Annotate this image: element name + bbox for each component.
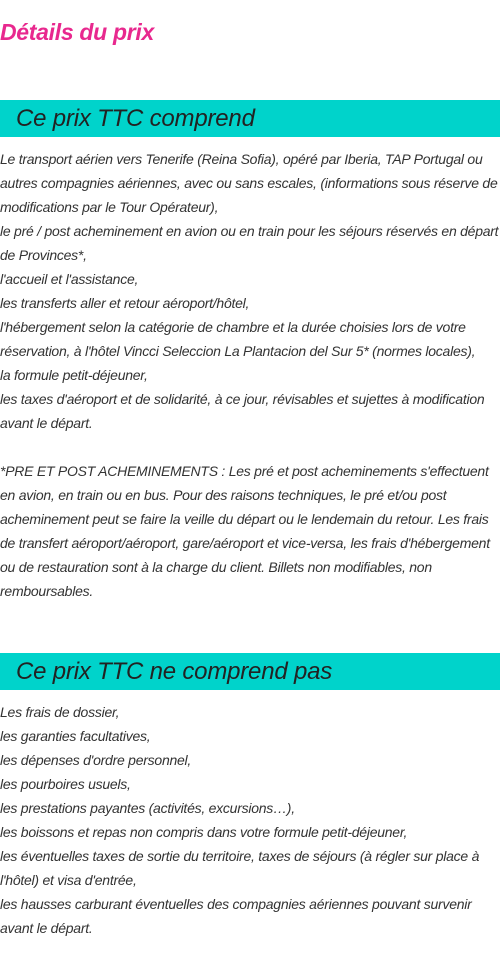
paragraph-spacer [0,435,500,459]
excluded-section-header: Ce prix TTC ne comprend pas [0,653,500,690]
excluded-item-personal: les dépenses d'ordre personnel, [0,752,192,768]
excluded-item-paid-services: les prestations payantes (activités, excursions…), [0,800,295,816]
excluded-item-fuel: les hausses carburant éventuelles des compagnies aériennes pouvant survenir avant le départ. [0,896,472,936]
included-item-transfers: les transferts aller et retour aéroport/hôtel, [0,295,250,311]
included-item-pre-post: le pré / post acheminement en avion ou en train pour les séjours réservés en départ de Provinces*, [0,223,499,263]
excluded-item-guarantees: les garanties facultatives, [0,728,151,744]
page-title: Détails du prix [0,19,154,45]
included-item-transport: Le transport aérien vers Tenerife (Reina Sofia), opéré par Iberia, TAP Portugal ou autres compagnies aériennes, avec ou sans escales, (informations sous réserve de modifications par le Tour Opérateur), [0,151,498,215]
excluded-item-drinks: les boissons et repas non compris dans votre formule petit-déjeuner, [0,824,408,840]
included-list [0,147,500,603]
excluded-item-exit-taxes: les éventuelles taxes de sortie du territoire, taxes de séjours (à régler sur place à l'hôtel) et visa d'entrée, [0,848,480,888]
included-item-taxes: les taxes d'aéroport et de solidarité, à ce jour, révisables et sujettes à modification avant le départ. [0,391,485,431]
included-item-accommodation: l'hébergement selon la catégorie de chambre et la durée choisies lors de votre réservation, à l'hôtel Vincci Seleccion La Plantacion del Sur 5* (normes locales), [0,319,476,359]
excluded-item-fees: Les frais de dossier, [0,704,120,720]
included-item-welcome: l'accueil et l'assistance, [0,271,139,287]
included-section-header: Ce prix TTC comprend [0,100,500,137]
excluded-list [0,700,500,940]
included-footnote: *PRE ET POST ACHEMINEMENTS : Les pré et post acheminements s'effectuent en avion, en train ou en bus. Pour des raisons techniques, le pré et/ou post acheminement peut se faire la veille du départ ou le lendemain du retour. Les frais de transfert aéroport/aéroport, gare/aéroport et vice-versa, les frais d'hébergement ou de restauration sont à la charge du client. Billets non modifiables, non remboursables. [0,463,490,599]
included-item-breakfast: la formule petit-déjeuner, [0,367,148,383]
excluded-item-tips: les pourboires usuels, [0,776,131,792]
